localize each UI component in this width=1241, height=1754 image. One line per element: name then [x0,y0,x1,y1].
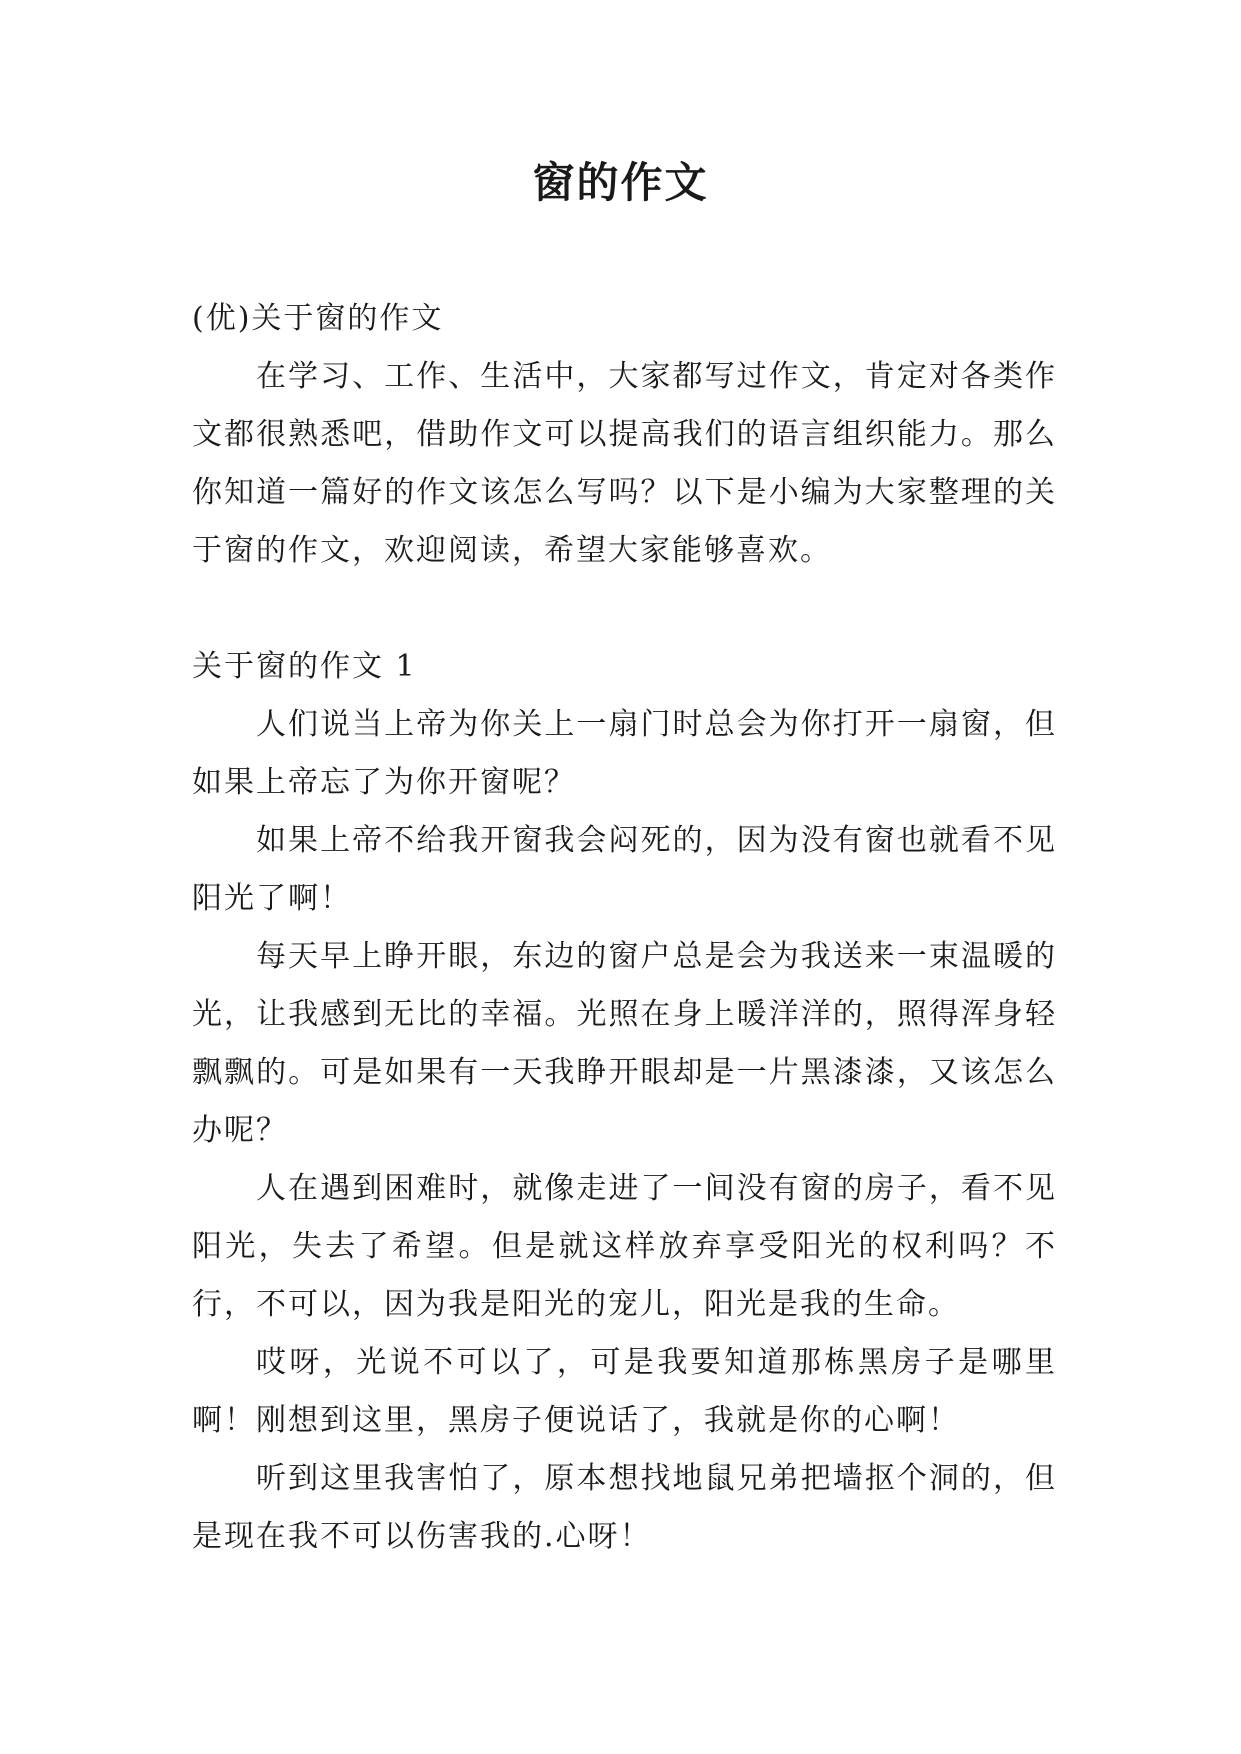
body-paragraph: 每天早上睁开眼，东边的窗户总是会为我送来一束温暖的光，让我感到无比的幸福。光照在身上暖洋洋的，照得浑身轻飘飘的。可是如果有一天我睁开眼却是一片黑漆漆，又该怎么办呢？ [192,939,1057,1148]
section-spacer [192,580,1057,638]
body-paragraph: 如果上帝不给我开窗我会闷死的，因为没有窗也就看不见阳光了啊！ [192,823,1057,916]
intro-paragraph: 在学习、工作、生活中，大家都写过作文，肯定对各类作文都很熟悉吧，借助作文可以提高我们的语言组织能力。那么你知道一篇好的作文该怎么写吗？以下是小编为大家整理的关于窗的作文，欢迎阅读，希望大家能够喜欢。 [192,359,1057,568]
body-paragraph: 听到这里我害怕了，原本想找地鼠兄弟把墙抠个洞的，但是现在我不可以伤害我的.心呀！ [192,1461,1057,1554]
document-subtitle: (优)关于窗的作文 [192,301,444,336]
section-heading: 关于窗的作文 1 [192,649,417,684]
document-title: 窗的作文 [532,158,709,207]
document-body [192,290,1057,1566]
body-paragraph: 人在遇到困难时，就像走进了一间没有窗的房子，看不见阳光，失去了希望。但是就这样放弃享受阳光的权利吗？不行，不可以，因为我是阳光的宠儿，阳光是我的生命。 [192,1171,1057,1322]
body-paragraph: 人们说当上帝为你关上一扇门时总会为你打开一扇窗，但如果上帝忘了为你开窗呢？ [192,707,1057,800]
body-paragraph: 哎呀，光说不可以了，可是我要知道那栋黑房子是哪里啊！刚想到这里，黑房子便说话了，我就是你的心啊！ [192,1345,1057,1438]
